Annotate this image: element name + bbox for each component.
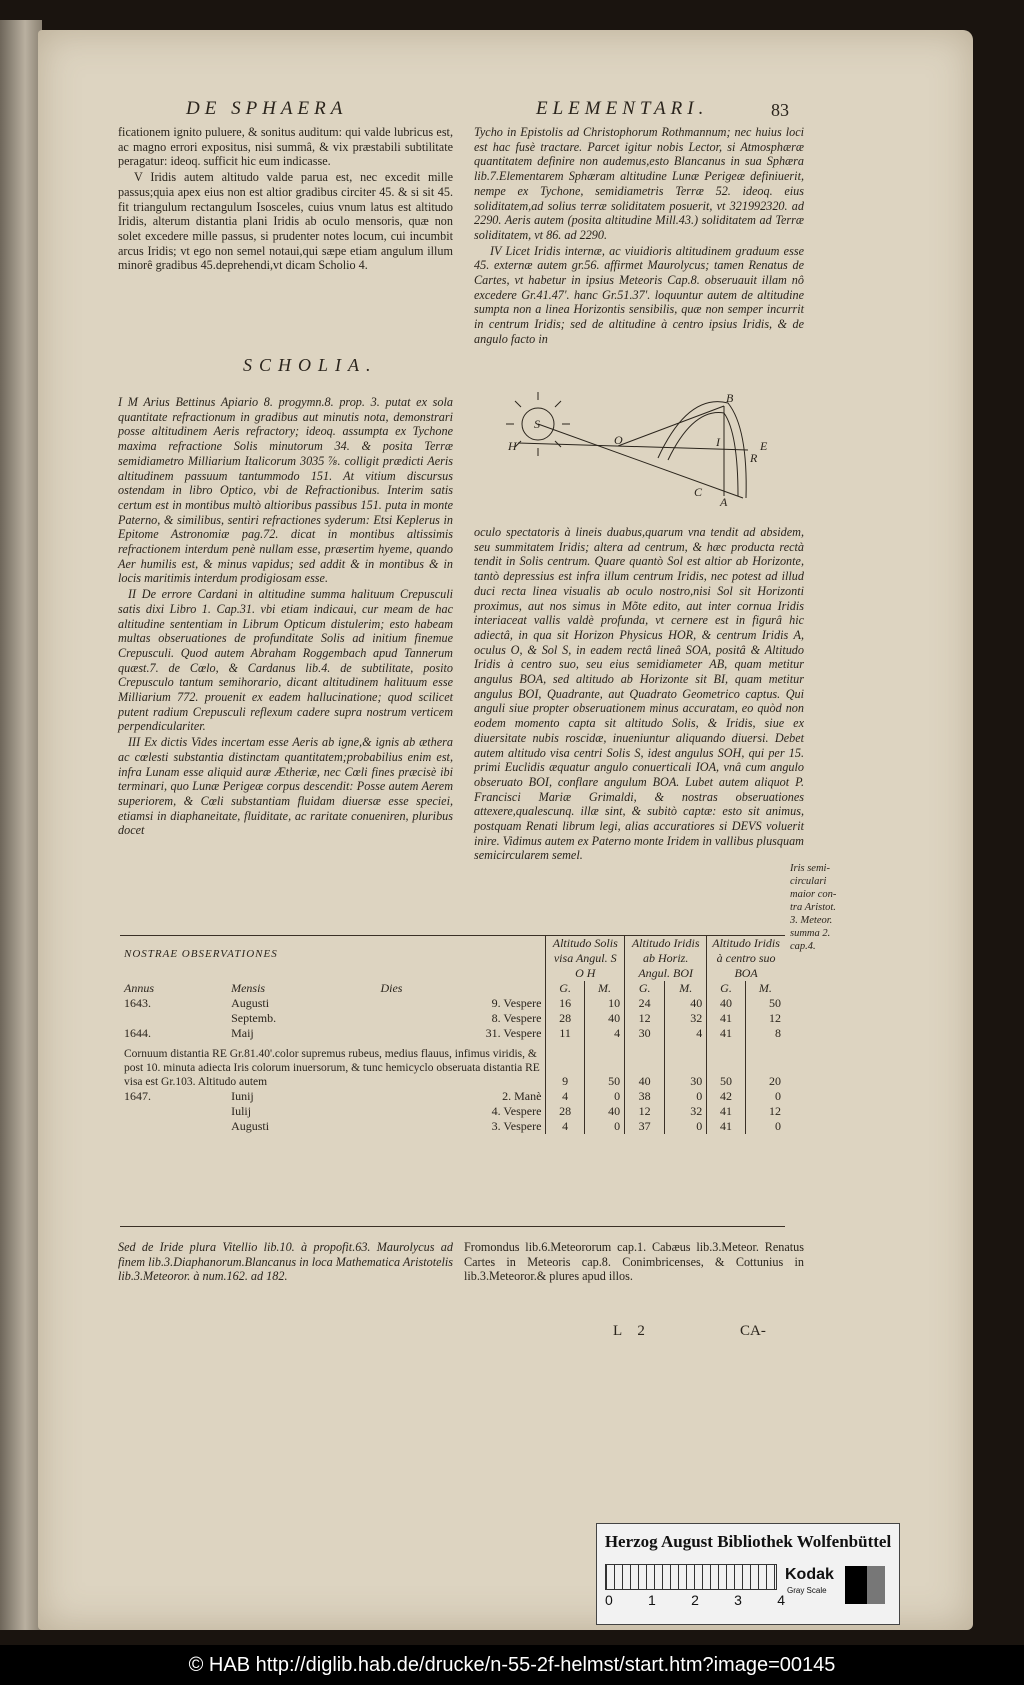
left-column-top [118,125,453,274]
ruler-tick: 1 [648,1592,656,1608]
cell: 10 [584,996,624,1011]
cell: 40 [625,1041,665,1089]
ruler-tick: 0 [605,1592,613,1608]
cell: 0 [745,1119,785,1134]
cell: 0 [584,1089,624,1104]
cell: 12 [745,1104,785,1119]
cell-month: Septemb. [231,1011,277,1025]
sun-axis-line [538,424,743,498]
margin-note [790,862,850,953]
col-unit: M. [665,981,707,996]
paragraph: oculo spectatoris à lineis duabus,quarum vna tendit ad absidem, seu summitatem Iridis; altera ad centrum, & hæc producta rectà tendit in Solis centrum. Quare quantò Sol est altior ab Horizonte, tantò depressius est infra illum centrum Iridis, nec potest ad illud duci recta linea visualis ab oculo nostro,nisi Sol sit Horizonti proximus, aut nos simus in Mõte edito, aut inter cornua Iridis interiaceat vallis valdè profunda, vt cernere est in figurâ hic adiectâ, in qua sit Horizon Physicus HOR, & centrum Iridis A, oculus O, & Sol S, in eadem rectâ lineâ SOA, positâ & Altitudo Iridis à centro suo, seu eius semidiameter AB, quam metitur angulus BOA, sed altitudo ab Horizonte sit BI, quam metitur angulus BOI, Quadrante, aut Quadrato Geometrico captus. Qui anguli siue propter obseruationem minus accuratam, eo quòd non eodem momento capta sit altitudo Solis, & Iridis, siue ex diuersitate nubis roscidæ, inueniuntur aliquando diuersi. Debet autem altitudo visa centri Solis S, idest angulus SOH, qui per 15. primi Euclidis æquatur angulo conuerticali IOA, vnâ cum angulo obseruato BOI, conflare angulum BOA. Lubet autem aliquot P. Francisci Mariæ Grimaldi, & nostras obseruationes attexere,qualescunq. illæ sint, & subitò captæ: esto sit animus, postquam Renati librum legi, alias accuratiores si DEVS voluerit inire. Vidimus autem ex Paterno monte Iridem in vallibus plusquam semicircularem semel. [474,525,804,863]
scholia-column [118,395,453,839]
ruler-ticks [605,1592,785,1608]
cell-year [120,1119,227,1134]
cell-day: 4. Vespere [491,1104,542,1118]
group-header-sun: Altitudo Solis visa Angul. S O H [546,936,625,981]
cell: 37 [625,1119,665,1134]
col-unit: G. [707,981,746,996]
col-month: Mensis [231,981,266,995]
margin-note-line: summa 2. [790,928,831,939]
margin-note-line: circulari [790,876,827,887]
margin-note-line: 3. Meteor. [790,915,833,926]
cell-year: 1644. [124,1026,151,1040]
cell: 40 [707,996,746,1011]
cell: 41 [707,1026,746,1041]
paragraph: V Iridis autem altitudo valde parua est, nec excedit mille passus;quia apex eius non est altior gradibus circiter 45. & si sit 45. fit triangulum rectangulum Isosceles, cuius vnum latus est altitudo Iridis, alterum distantia plani Iridis ab oculo mensoris, quæ non solet excedere mille passus, si prudenter notes locum, cui incumbit arcus Iridis; vt ego non semel notaui,qui sæpe etiam angulum illum minorê gradibus 45.deprehendi,vt dicam Scholio 4. [118,170,453,273]
scholion-2: II De errore Cardani in altitudine summa halituum Crepusculi satis dixi Libro 1. Cap.31. vbi etiam indicaui, cur meam de hac altitudine sententiam in Librum Opticum distulerim; esto habeam multas obseruationes de profunditate Solis ad initium finemue Crepusculi. Quod autem Abraham Roggembach apud Tannerum quæst.7. de Cœlo, & Cardanus lib.4. de subtilitate, posito Crepusculo tantum semihorario, dicant altitudinem halituum esse Milliarium 772. prouenit ex eadem hallucinatione; quod scilicet putent radium Crepusculi reflexum cadere supra nostrum verticem perpendiculariter. [118,587,453,734]
cell: 12 [745,1011,785,1026]
table-row [120,1089,785,1104]
table-row [120,1026,785,1041]
cell: 50 [707,1041,746,1089]
right-column-top [474,125,804,348]
margin-note-line: cap.4. [790,941,816,952]
cell: 41 [707,1119,746,1134]
cell: 0 [665,1119,707,1134]
margin-note-line: Iris semi- [790,863,830,874]
ruler-tick: 2 [691,1592,699,1608]
page-number: 83 [771,100,789,120]
table-row [120,1011,785,1026]
paragraph: Tycho in Epistolis ad Christophorum Rothmannum; nec huius loci est hac fusè tractare. Parcet igitur nobis Lector, si Atmosphæræ quantitatem definire non audemus,esto Blancanus in sua Sphæra lib.7.Elementarem Sphæram altitudine Lunæ Perigeæ definiuerit, nempe ex Tychone, semidiametris Terræ 52. ideoq. eius soliditatem,ad solius terræ soliditatem posuerit, vt 321992320. ad 2290. Aeris autem (posita altitudine Mill.43.) soliditatem ad Terræ soliditatem, vt 86. ad 2290. [474,125,804,242]
signature-mark: L 2 [613,1323,651,1339]
horizon-line [518,443,748,450]
library-label [596,1523,900,1625]
book-page [38,30,973,1630]
cell-day: 31. Vespere [485,1026,542,1040]
ruler-tick: 3 [734,1592,742,1608]
ruler-scale [605,1564,777,1590]
cell: 50 [584,1041,624,1089]
cell: 8 [745,1026,785,1041]
cell: 20 [745,1041,785,1089]
sight-line [618,406,724,446]
group-header-iris-center: Altitudo Iridis à centro suo BOA [707,936,785,981]
cell: 32 [665,1104,707,1119]
table-subheader-row [120,981,785,996]
cell: 28 [546,1104,584,1119]
cell-day: 2. Manè [502,1089,542,1103]
cell-month: Augusti [231,1119,270,1133]
running-head-left: DE SPHAERA [186,98,348,119]
cell: 24 [625,996,665,1011]
cell: 4 [665,1026,707,1041]
table-row [120,996,785,1011]
cell: 0 [745,1089,785,1104]
label-c: C [694,485,703,499]
label-b: B [726,391,734,405]
label-r: R [750,451,758,465]
ruler-tick: 4 [777,1592,785,1608]
cell: 40 [584,1011,624,1026]
cell: 9 [546,1041,584,1089]
col-unit: M. [584,981,624,996]
cell: 12 [625,1104,665,1119]
cell-year: 1647. [124,1089,151,1103]
cell: 16 [546,996,584,1011]
cell-day: 9. Vespere [491,996,542,1010]
table-title: NOSTRAE OBSERVATIONES [124,948,278,960]
kodak-brand: Kodak [785,1566,834,1583]
label-a: A [720,495,728,508]
previous-page-edge [0,20,42,1630]
cell: 4 [546,1089,584,1104]
cell: 50 [745,996,785,1011]
cell-day: 3. Vespere [491,1119,542,1133]
cell: 0 [665,1089,707,1104]
cell: 4 [546,1119,584,1134]
library-name: Herzog August Bibliothek Wolfenbüttel [604,1532,892,1551]
group-header-iris-horizon: Altitudo Iridis ab Horiz. Angul. BOI [625,936,707,981]
table-row-note [120,1041,785,1089]
cell: 38 [625,1089,665,1104]
table-note: Cornuum distantia RE Gr.81.40'.color supremus rubeus, medius flauus, infimus viridis, & post 10. minuta adiecta Iris colorum inuersorum, & tunc hemicyclo obseruata distantia RE visa est Gr.103. Altitudo autem [124,1048,540,1088]
bottom-left-references: Sed de Iride plura Vitellio lib.10. à propofit.63. Maurolycus ad finem lib.3.Diaphanorum.Blancanus in loca Mathematica Aristotelis lib.3.Meteoror. à num.162. ad 182. [118,1240,453,1284]
col-day: Dies [380,981,403,995]
cell: 30 [665,1041,707,1089]
observations-table-frame [120,935,785,1227]
cell: 40 [584,1104,624,1119]
cell: 41 [707,1011,746,1026]
scholion-1: I M Arius Bettinus Apiario 8. progymn.8. prop. 3. putat ex sola quantitate refractionum in gradibus aut minutis nota, demonstrari posse altitudinem Aeris refractory; ideoq. assumpta ex Tychone maxima refractione Solis minutorum 34. & posita Terræ semidiametro Milliarium Italicorum 3035 ⅞. colligit prædicti Aeris altitudinem passuum tantummodo 151. At vitium discursus ostendam in libro Optico, vbi de Refractionibus. Interim satis certum est in montibus multò altioribus passibus 151. puta in monte Paterno, & similibus, sentiri refractiones syderum: Etsi Keplerus in Epitome Astronomiæ pag.72. dicat in montibus altissimis refractionem interdum penè nullam esse, præsertim hyeme, quando Aer humilis est, & minus vapidus; sed addit & in montibus & in locis maritimis interdum prodigiosam esse. [118,395,453,586]
label-o: O [614,433,623,447]
table-row [120,1119,785,1134]
cell: 11 [546,1026,584,1041]
cell: 32 [665,1011,707,1026]
observations-table [120,936,785,1134]
margin-note-line: tra Aristot. [790,902,836,913]
col-year: Annus [124,981,154,995]
cell: 42 [707,1089,746,1104]
gray-scale-label: Gray Scale [787,1586,827,1595]
label-e: E [760,439,768,453]
label-h: H [508,439,517,453]
cell-month: Iunij [231,1089,254,1103]
paragraph: ficationem ignito puluere, & sonitus auditum: qui valde lubricus est, ac magno errori expositus, nisi summâ, & vix præstabili subtilitate peragatur: ideoq. sufficit hic eum indicasse. [118,125,453,169]
cell: 28 [546,1011,584,1026]
label-s: S [534,417,540,431]
col-unit: G. [625,981,665,996]
rainbow-diagram [498,388,798,508]
cell-month: Augusti [231,996,270,1010]
scholia-heading: SCHOLIA. [243,355,378,375]
cell-year: 1643. [124,996,151,1010]
catchword: CA- [740,1323,766,1339]
col-unit: M. [745,981,785,996]
cell-day: 8. Vespere [491,1011,542,1025]
cell-year [120,1104,227,1119]
cell: 12 [625,1011,665,1026]
cell-year [120,1011,227,1026]
running-head-right: ELEMENTARI. [536,98,709,119]
table-row [120,1104,785,1119]
paragraph-iv: IV Licet Iridis internæ, ac viuidioris altitudinem graduum esse 45. externæ autem gr.56. affirmet Maurolycus; tamen Renatus de Cartes, vt habetur in ipsius Meteoris Cap.8. obseruauit illam nô excedere Gr.41.47'. hanc Gr.51.37'. loquuntur autem de altitudine sumpta non a linea Horizontis sensibilis, quæ non semper incurrit in centrum Iridis; sed de altitudine à centro ipsius Iridis, & de angulo facto in [474,243,804,346]
right-column-bottom [474,525,804,864]
cell: 0 [584,1119,624,1134]
cell: 4 [584,1026,624,1041]
bottom-right-references: Fromondus lib.6.Meteororum cap.1. Cabæus lib.3.Meteor. Renatus Cartes in Meteoris cap.8. Conimbricenses, & Cottunius in lib.3.Meteoror.& plures apud illos. [464,1240,804,1284]
cell-month: Iulij [231,1104,252,1118]
cell: 41 [707,1104,746,1119]
margin-note-line: maior con- [790,889,837,900]
cell-month: Maij [231,1026,254,1040]
cell: 30 [625,1026,665,1041]
cell: 40 [665,996,707,1011]
copyright-footer: © HAB http://diglib.hab.de/drucke/n-55-2f-helmst/start.htm?image=00145 [0,1645,1024,1685]
label-i: I [716,435,720,449]
table-header-row [120,936,785,981]
scholion-3: III Ex dictis Vides incertam esse Aeris ab igne,& ignis ab æthera ac cœlesti substantia distinctam quantitatem;probabilius enim est, infra Lunam esse aliquid auræ Ætheriæ, nec Cœli fines præcisè ibi terminari, quo Lunæ Perigeæ corpus descendit: Posse autem Aerem superiorem, & Cœli substantiam fluidam diuersæ esse speciei, etiamsi in diaphaneitate, fluiditate, ac raritate conueniren, pluribus docet [118,735,453,838]
gray-scale-patch [845,1566,885,1604]
col-unit: G. [546,981,584,996]
